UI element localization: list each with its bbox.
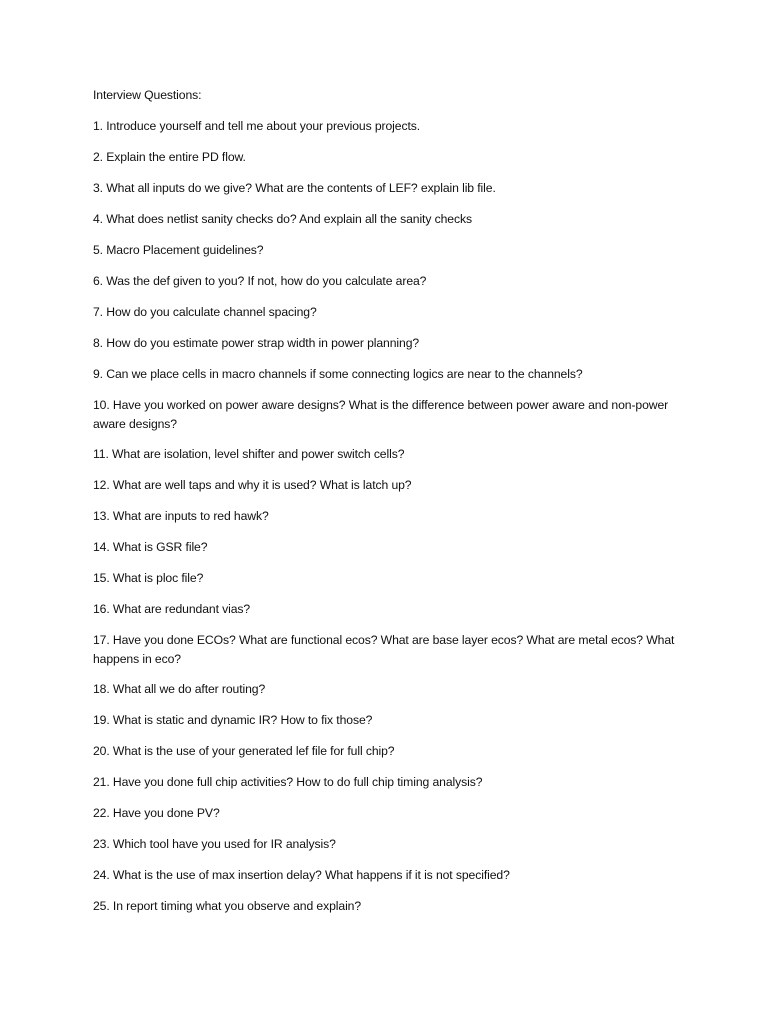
question-item: 16. What are redundant vias? xyxy=(93,602,251,616)
question-item: 21. Have you done full chip activities? How to do full chip timing analysis? xyxy=(93,775,483,789)
question-item: 22. Have you done PV? xyxy=(93,806,220,820)
question-item: 14. What is GSR file? xyxy=(93,540,208,554)
document-body xyxy=(93,86,683,928)
question-item: 4. What does netlist sanity checks do? And explain all the sanity checks xyxy=(93,212,472,226)
question-item: 12. What are well taps and why it is used? What is latch up? xyxy=(93,478,412,492)
question-item: 18. What all we do after routing? xyxy=(93,682,266,696)
question-item: 7. How do you calculate channel spacing? xyxy=(93,305,317,319)
question-item: 23. Which tool have you used for IR analysis? xyxy=(93,837,336,851)
question-item: 13. What are inputs to red hawk? xyxy=(93,509,269,523)
question-item: 2. Explain the entire PD flow. xyxy=(93,150,246,164)
question-item: 8. How do you estimate power strap width in power planning? xyxy=(93,336,420,350)
question-item: 25. In report timing what you observe and explain? xyxy=(93,899,362,913)
page-heading: Interview Questions: xyxy=(93,88,202,102)
question-item: 10. Have you worked on power aware designs? What is the difference between power aware and non-power aware designs? xyxy=(93,398,669,431)
question-item: 5. Macro Placement guidelines? xyxy=(93,243,264,257)
question-item: 24. What is the use of max insertion delay? What happens if it is not specified? xyxy=(93,868,510,882)
question-item: 17. Have you done ECOs? What are functional ecos? What are base layer ecos? What are metal ecos? What happens in eco? xyxy=(93,633,675,666)
question-item: 3. What all inputs do we give? What are the contents of LEF? explain lib file. xyxy=(93,181,496,195)
question-item: 1. Introduce yourself and tell me about your previous projects. xyxy=(93,119,421,133)
question-item: 6. Was the def given to you? If not, how do you calculate area? xyxy=(93,274,427,288)
question-item: 11. What are isolation, level shifter and power switch cells? xyxy=(93,447,405,461)
question-item: 20. What is the use of your generated lef file for full chip? xyxy=(93,744,395,758)
question-item: 15. What is ploc file? xyxy=(93,571,204,585)
question-item: 19. What is static and dynamic IR? How to fix those? xyxy=(93,713,373,727)
question-item: 9. Can we place cells in macro channels if some connecting logics are near to the channels? xyxy=(93,367,583,381)
